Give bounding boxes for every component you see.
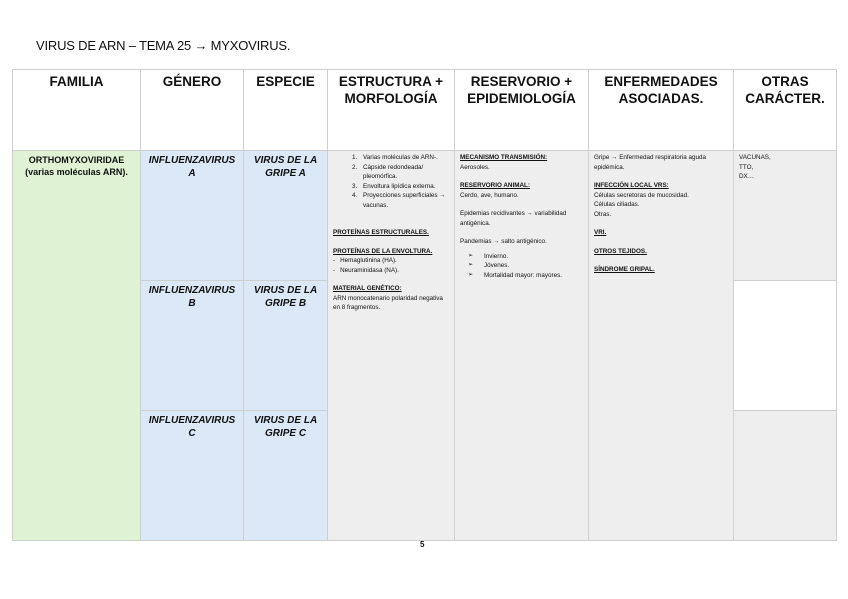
mecanismo-text: Aerosoles. (460, 163, 490, 171)
reservorio-cell (455, 151, 589, 541)
header-row (13, 70, 837, 151)
list-item: 3. Envoltura lipídica externa. (359, 182, 449, 192)
header-enfermedades: ENFERMEDADES ASOCIADAS. (589, 70, 734, 151)
otras-line: TTO, (739, 163, 754, 171)
mecanismo-heading: MECANISMO TRANSMISIÓN: (460, 154, 548, 161)
enfermedades-cell (589, 151, 734, 541)
gripe-text: Gripe → Enfermedad respiratoria aguda epidémica. (594, 154, 707, 171)
infeccion-local-heading: INFECCIÓN LOCAL VRS: (594, 182, 669, 189)
header-familia: FAMILIA (13, 70, 141, 151)
list-item: ➢ Invierno. (468, 252, 583, 262)
list-item: 2. Cápside redondeada/ pleomórfica. (359, 163, 449, 182)
myxovirus-table (12, 69, 837, 541)
sindrome-gripal-heading: SÍNDROME GRIPAL. (594, 266, 655, 273)
proteinas-estructurales-heading: PROTEÍNAS ESTRUCTURALES. (333, 229, 429, 236)
genero-b: INFLUENZAVIRUS B (148, 285, 236, 309)
otras-cell-empty (734, 411, 837, 541)
epidemias-text: Epidemias recidivantes → variabilidad antigénica. (460, 210, 567, 227)
header-otras: OTRAS CARÁCTER. (734, 70, 837, 151)
genero-cell (141, 151, 244, 281)
genero-cell (141, 411, 244, 541)
otras-line: VACUNAS, (739, 154, 771, 161)
otros-tejidos-heading: OTROS TEJIDOS. (594, 247, 647, 255)
infeccion-line: Otras. (594, 210, 612, 218)
material-genetico-text: ARN monocatenario polaridad negativa en 8 fragmentos. (333, 294, 443, 311)
otras-cell-empty (734, 281, 837, 411)
pandemias-text: Pandemias → salto antigénico. (460, 238, 547, 245)
especie-cell (244, 151, 328, 281)
genero-c: INFLUENZAVIRUS C (148, 415, 236, 439)
header-reservorio: RESERVORIO + EPIDEMIOLOGÍA (455, 70, 589, 151)
table-row (13, 151, 837, 281)
especie-cell (244, 281, 328, 411)
especie-cell (244, 411, 328, 541)
reservorio-animal-heading: RESERVORIO ANIMAL: (460, 182, 530, 189)
header-genero: GÉNERO (141, 70, 244, 151)
otras-line: DX… (739, 173, 755, 180)
header-especie: ESPECIE (244, 70, 328, 151)
list-item: 4. Proyecciones superficiales → vacunas. (359, 191, 449, 210)
list-item: ➢ Jóvenes. (468, 261, 583, 271)
estructura-list (333, 153, 449, 210)
material-genetico-heading: MATERIAL GENÉTICO: (333, 285, 402, 292)
infeccion-line: Células ciliadas. (594, 201, 640, 208)
estructura-cell (328, 151, 455, 541)
header-estructura: ESTRUCTURA + MORFOLOGÍA (328, 70, 455, 151)
familia-text: ORTHOMYXOVIRIDAE (varias moléculas ARN). (25, 155, 128, 177)
especie-a: VIRUS DE LA GRIPE A (253, 155, 318, 179)
familia-cell (13, 151, 141, 541)
genero-a: INFLUENZAVIRUS A (148, 155, 236, 179)
reservorio-animal-text: Cerdo, ave, humano. (460, 191, 519, 199)
especie-c: VIRUS DE LA GRIPE C (253, 415, 318, 439)
page-title: VIRUS DE ARN – TEMA 25 → MYXOVIRUS. (36, 38, 291, 53)
list-item: - Hemaglutinina (HA). (341, 256, 449, 266)
proteinas-envoltura-heading: PROTEÍNAS DE LA ENVOLTURA. (333, 247, 433, 255)
infeccion-line: Células secretoras de mucosidad. (594, 191, 689, 199)
list-item: 1. Varias moléculas de ARN-. (359, 153, 449, 163)
genero-cell (141, 281, 244, 411)
list-item: - Neuraminidasa (NA). (341, 266, 449, 276)
list-item: ➢ Mortalidad mayor: mayores. (468, 271, 583, 281)
especie-b: VIRUS DE LA GRIPE B (253, 285, 318, 309)
vri-heading: VRI. (594, 229, 607, 236)
otras-cell (734, 151, 837, 281)
page-number: 5 (420, 540, 425, 549)
